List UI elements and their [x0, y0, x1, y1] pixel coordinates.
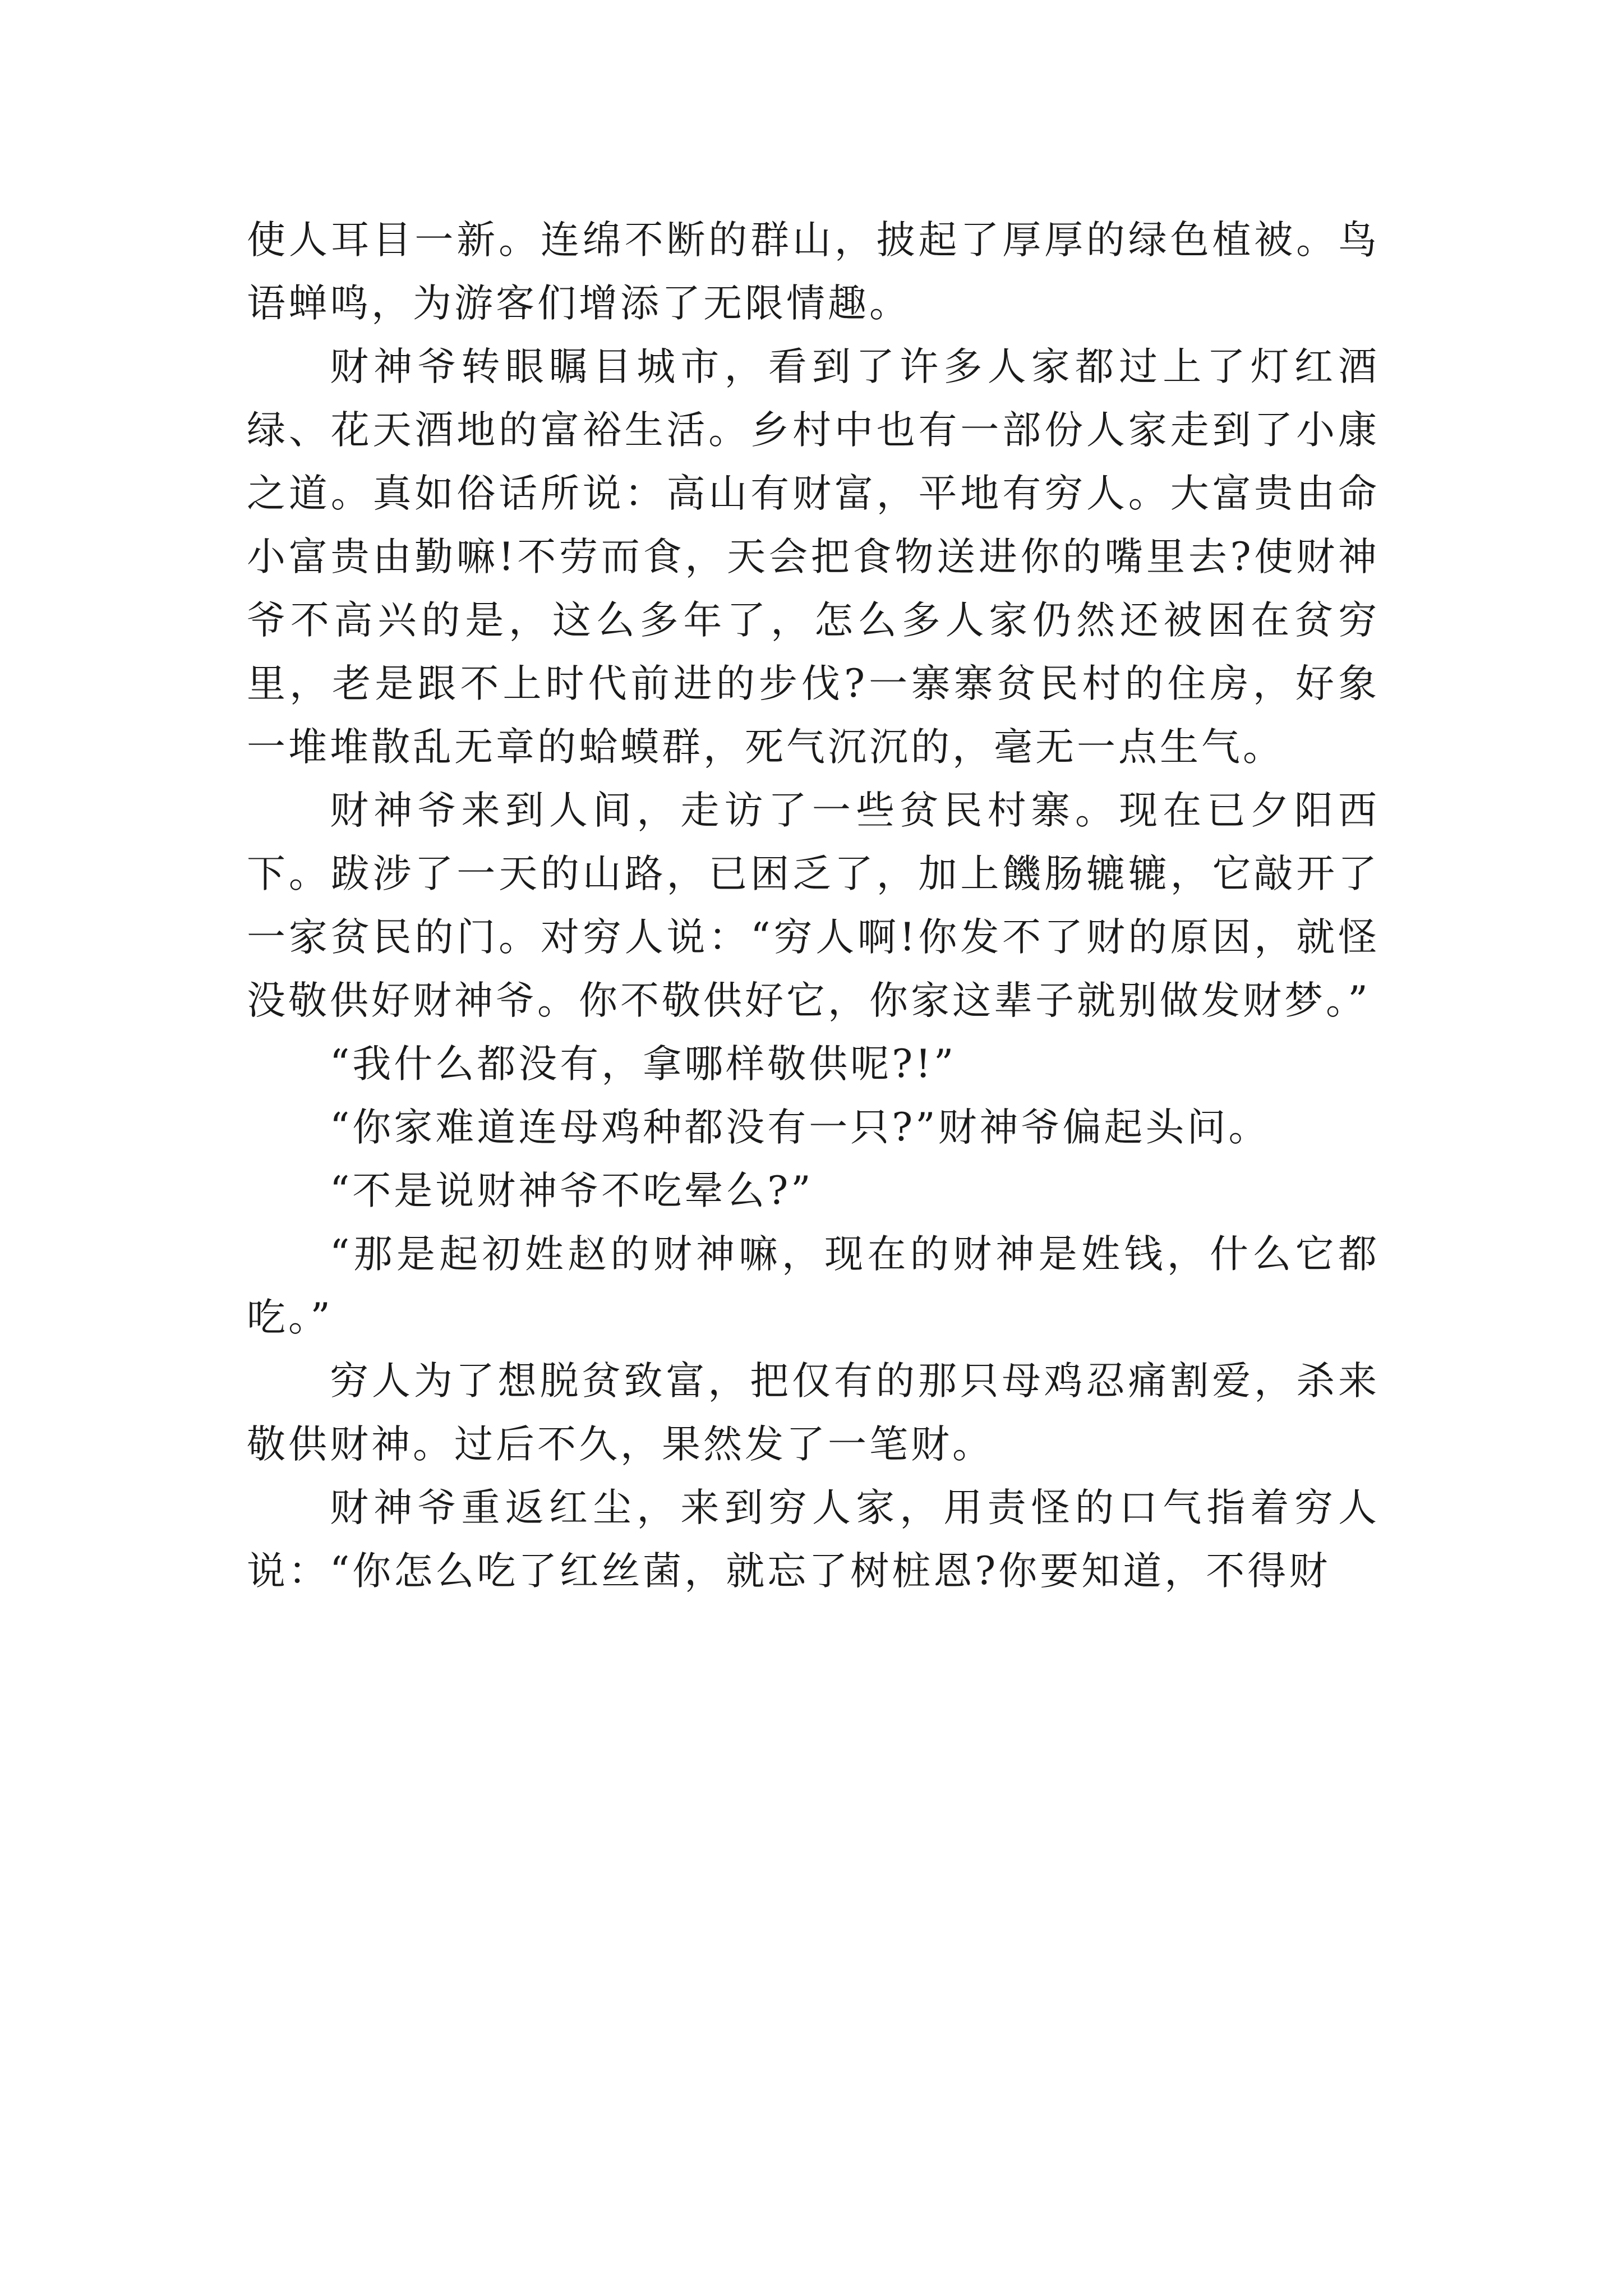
body-text: [247, 209, 1380, 1603]
paragraph-9: 财神爷重返红尘，来到穷人家，用责怪的口气指着穷人说：“你怎么吃了红丝菌，就忘了树桩恩?你要知道，不得财: [247, 1485, 1380, 1594]
paragraph-8: 穷人为了想脱贫致富，把仅有的那只母鸡忍痛割爱，杀来敬供财神。过后不久，果然发了一笔财。: [247, 1359, 1380, 1467]
paragraph-6: “不是说财神爷不吃晕么?”: [330, 1168, 814, 1213]
paragraph-4: “我什么都没有，拿哪样敬供呢?!”: [330, 1042, 957, 1087]
paragraph-2: 财神爷转眼瞩目城市，看到了许多人家都过上了灯红酒绿、花天酒地的富裕生活。乡村中也有一部份人家走到了小康之道。真如俗话所说：高山有财富，平地有穷人。大富贵由命小富贵由勤嘛!不劳而食，天会把食物送进你的嘴里去?使财神爷不高兴的是，这么多年了，怎么多人家仍然还被困在贫穷里，老是跟不上时代前进的步伐?一寨寨贫民村的住房，好象一堆堆散乱无章的蛤蟆群，死气沉沉的，毫无一点生气。: [247, 344, 1380, 770]
paragraph-5: “你家难道连母鸡种都没有一只?”财神爷偏起头问。: [330, 1105, 1270, 1150]
paragraph-7: “那是起初姓赵的财神嘛，现在的财神是姓钱，什么它都吃。”: [247, 1232, 1380, 1340]
paragraph-3: 财神爷来到人间，走访了一些贫民村寨。现在已夕阳西下。跋涉了一天的山路，已困乏了，加上饑肠辘辘，它敲开了一家贫民的门。对穷人说：“穷人啊!你发不了财的原因，就怪没敬供好财神爷。你不敬供好它，你家这辈子就别做发财梦。”: [247, 788, 1380, 1023]
paragraph-1: 使人耳目一新。连绵不断的群山，披起了厚厚的绿色植被。鸟语蝉鸣，为游客们增添了无限情趣。: [247, 218, 1380, 326]
